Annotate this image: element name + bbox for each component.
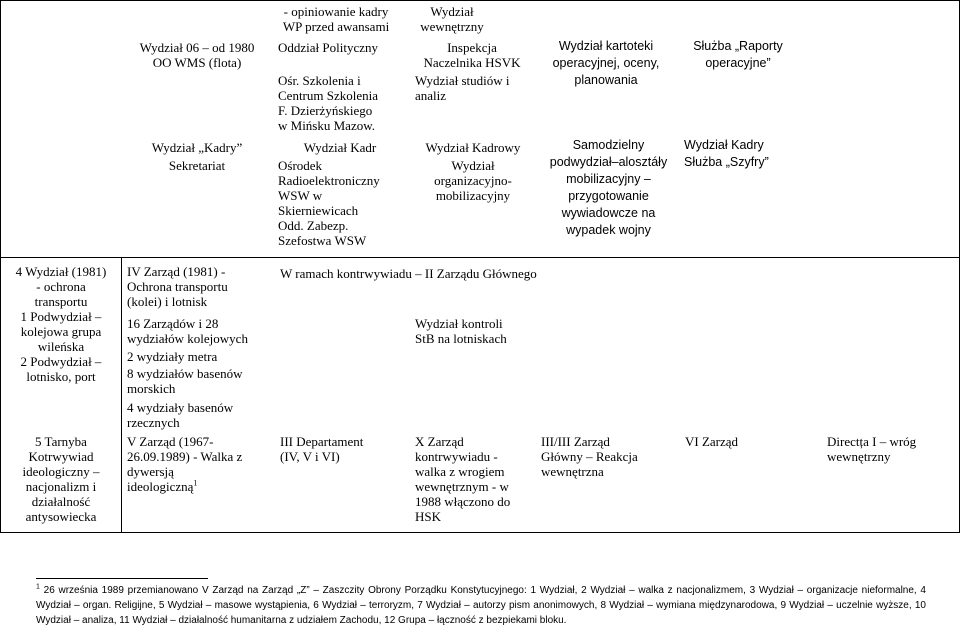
wydzialy-basenow-morskich: 8 wydziałów basenów morskich <box>127 366 243 396</box>
osrodek-radioelektroniczny: Ośrodek Radioelektroniczny WSW w Skierniewicach Odd. Zabezp. Szefostwa WSW <box>278 158 380 248</box>
wydzial-kontroli: Wydział kontroli StB na lotniskach <box>415 316 507 346</box>
wydzial-kadr: Wydział Kadr <box>303 140 377 155</box>
table-left-border <box>0 0 1 533</box>
wydzial-kadry-quoted: Wydział „Kadry” <box>151 140 243 155</box>
vi-zarzad: VI Zarząd <box>685 434 739 449</box>
w-ramach-kontrwywiadu: W ramach kontrwywiadu – II Zarządu Głównego <box>280 266 537 281</box>
wydzial-wewnetrzny: Wydział wewnętrzny <box>420 4 484 34</box>
iii-departament: III Departament (IV, V i VI) <box>280 434 364 464</box>
zarzady-kolejowe: 16 Zarządów i 28 wydziałów kolejowych <box>127 316 248 346</box>
wydzial-kartoteki: Wydział kartoteki operacyjnej, oceny, planowania <box>552 39 660 87</box>
samodzielny-podwydzial: Samodzielny podwydział–alosztáły mobilizacyjny – przygotowanie wywiadowcze na wypadek wojny <box>549 138 668 237</box>
footnote-reference: 1 <box>193 478 198 488</box>
wydzial-studiow: Wydział studiów i analiz <box>415 73 510 103</box>
wydzial-06: Wydział 06 – od 1980 OO WMS (flota) <box>139 40 255 70</box>
iv-zarzad: IV Zarząd (1981) - Ochrona transportu (kolei) i lotnisk <box>127 264 228 309</box>
v-zarzad <box>127 434 277 494</box>
osrodek-szkolenia: Ośr. Szkolenia i Centrum Szkolenia F. Dzierżyńskiego w Mińsku Mazow. <box>278 73 379 133</box>
sekretariat: Sekretariat <box>168 158 226 173</box>
directia-i: Directța I – wróg wewnętrzny <box>827 434 917 464</box>
iii-iii-zarzad: III/III Zarząd Główny – Reakcja wewnętrzna <box>541 434 638 479</box>
wydzialy-basenow-rzecznych: 4 wydziały basenów rzecznych <box>127 400 234 430</box>
table-divider-top-section <box>0 257 960 258</box>
col1-piaty-tarnyba: 5 Tarnyba Kotrwywiad ideologiczny – nacjonalizm i działalność antysowiecka <box>22 434 100 524</box>
sluzba-szyfry: Służba „Szyfry” <box>684 155 769 169</box>
footnote <box>36 583 926 628</box>
wydzial-kadry: Wydział Kadry <box>684 138 764 152</box>
x-zarzad: X Zarząd kontrwywiadu - walka z wrogiem wewnętrznym - w 1988 włączono do HSK <box>415 434 511 524</box>
v-zarzad-text: V Zarząd (1967- 26.09.1989) - Walka z dywersją ideologiczną <box>127 434 243 494</box>
footnote-number: 1 <box>36 583 40 591</box>
table-top-border <box>0 0 960 1</box>
opiniowanie-kadry: - opiniowanie kadry WP przed awansami <box>282 4 390 34</box>
wydzial-kadrowy: Wydział Kadrowy <box>425 140 521 155</box>
footnote-text: 26 września 1989 przemianowano V Zarząd na Zarząd „Z” – Zaszczity Obrony Porządku Konstytucyjnego: 1 Wydział, 2 Wydział – walka z nacjonalizmem, 3 Wydział – organizacje nieformalne, 4 Wydział – organ. Religijne, 5 Wydział – masowe wystąpienia, 6 Wydział – terroryzm, 7 Wydział – autorzy pism anonimowych, 8 Wydział – wymiana międzynarodowa, 9 Wydział – uczelnie wyższe, 10 Wydział – analiza, 11 Wydział – działalność humanitarna z udziałem Zachodu, 12 Grupa – łączność z bezpiekami bloku. <box>36 585 926 626</box>
inspekcja-naczelnika: Inspekcja Naczelnika HSVK <box>423 40 521 70</box>
col1-czwarty-wydzial: 4 Wydział (1981) - ochrona transportu 1 Podwydział – kolejowa grupa wileńska 2 Podwydział – lotnisko, port <box>15 264 107 384</box>
table-bottom-border <box>0 532 960 533</box>
footnote-separator <box>36 578 208 579</box>
wydzial-organizacyjno-mobilizacyjny: Wydział organizacyjno- mobilizacyjny <box>434 158 512 203</box>
wydzialy-metra: 2 wydziały metra <box>127 349 218 364</box>
table-column-divider <box>121 258 122 532</box>
oddzial-polityczny: Oddział Polityczny <box>278 40 379 55</box>
sluzba-raporty: Służba „Raporty operacyjne” <box>693 39 783 70</box>
